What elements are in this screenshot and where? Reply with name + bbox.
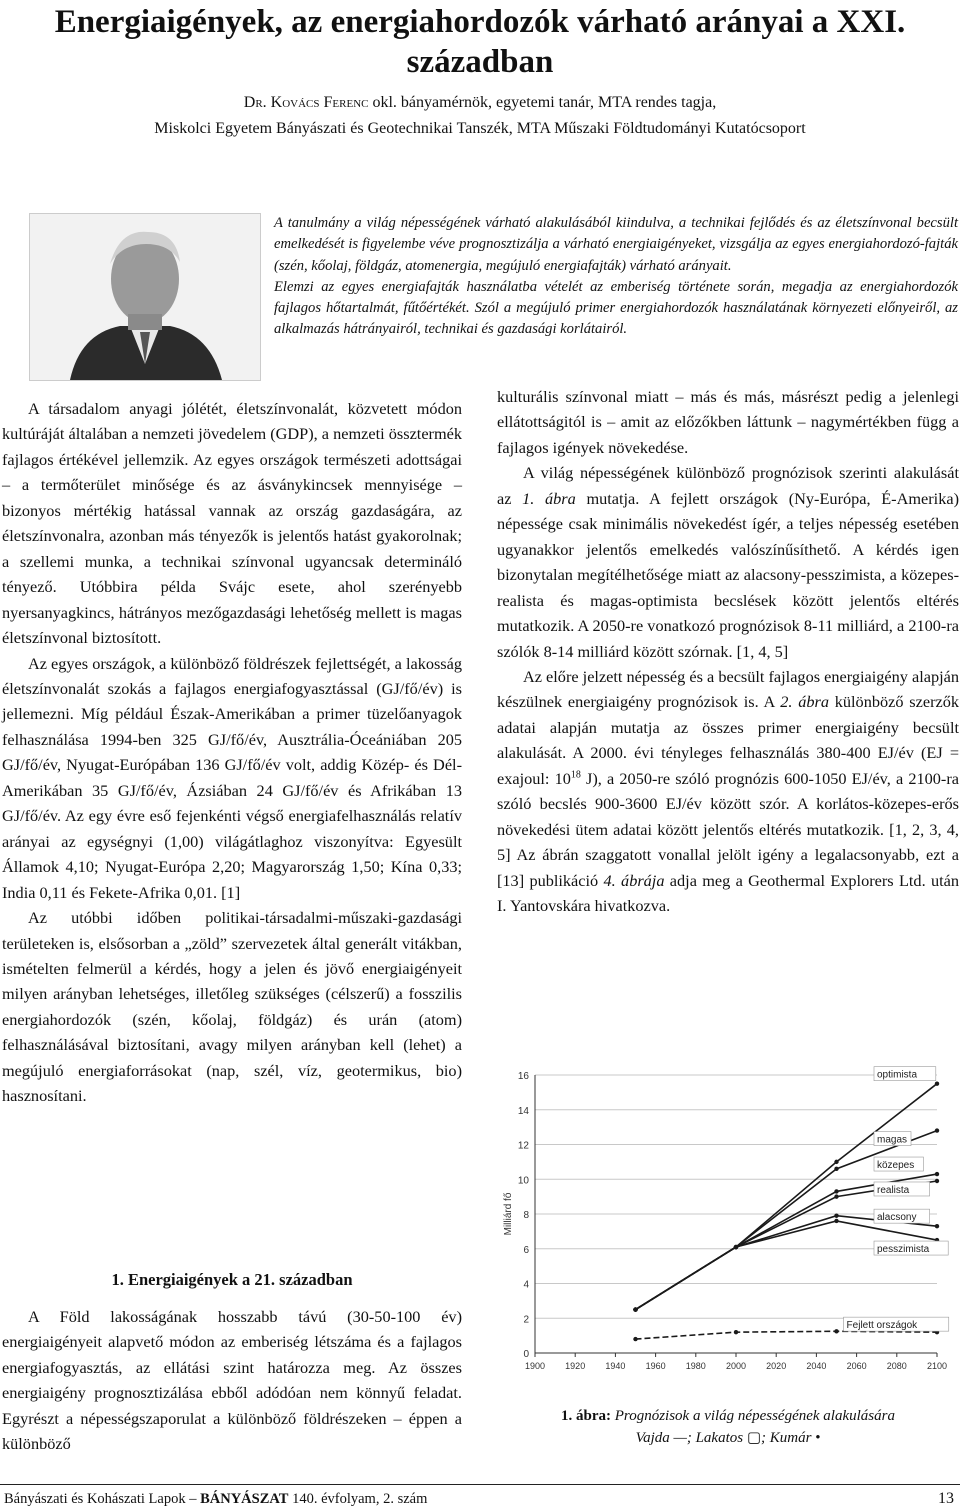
data-point [834, 1160, 838, 1164]
author-affiliation-2: Miskolci Egyetem Bányászati és Geotechnikai Tanszék, MTA Műszaki Földtudományi Kutatócsoport [154, 120, 806, 137]
series-label: optimista [877, 1069, 918, 1081]
data-point [834, 1189, 838, 1193]
series-label: Fejlett országok [846, 1320, 918, 1332]
x-tick-label: 2060 [846, 1361, 867, 1371]
series-line [636, 1084, 938, 1310]
x-tick-label: 2040 [806, 1361, 827, 1371]
figure-reference: 2. ábra [780, 692, 829, 712]
right-column [497, 384, 959, 919]
y-tick-label: 14 [517, 1105, 529, 1117]
series-label: alacsony [877, 1212, 917, 1224]
footer-journal-name: BÁNYÁSZAT [200, 1491, 289, 1507]
x-tick-label: 2020 [766, 1361, 787, 1371]
body-paragraph: A Föld lakosságának hosszabb távú (30-50-100 év) energiaigényeit alapvető módon az emberiség létszáma és a fajlagos energiafogyasztás, az ellátási szint határozza meg. Az összes energiaigény prognosztizálása ebből adódóan nem könnyű feladat. Egyrészt a népességszaporulat a különböző földrészeken – éppen a különböző [2, 1307, 462, 1454]
y-tick-label: 4 [523, 1279, 529, 1291]
y-tick-label: 2 [523, 1314, 529, 1326]
caption-label: 1. ábra: [561, 1408, 611, 1424]
data-point [935, 1172, 939, 1176]
figure-reference: 4. ábrája [603, 870, 665, 890]
text-run: különböző szerzők adatai alapján mutatja az összes primer energiaigény becsült alakulását. A 2000. évi tényleges felhasználás 380-400 EJ/év (EJ = exajoul: 10 [497, 692, 959, 788]
y-tick-label: 16 [517, 1071, 529, 1082]
author-photo [29, 213, 261, 381]
series-label: realista [877, 1184, 910, 1196]
y-tick-label: 12 [517, 1140, 529, 1152]
data-point [935, 1179, 939, 1183]
x-tick-label: 1960 [645, 1361, 666, 1371]
abstract-paragraph: Elemzi az egyes energiafajták használatba vételét az emberiség története során, megadja az energiahordozók fajlagos hőtartalmát, fűtőértékét. Szól a megújuló primer energiahordozók használatának környezeti előnyeiről, az alkalmazás hátrányairól, technikai és gazdasági korlátairól. [274, 278, 958, 338]
data-point [935, 1224, 939, 1228]
data-point [834, 1329, 838, 1333]
body-paragraph: A társadalom anyagi jólétét, életszínvonalát, közvetett módon kultúráját általában a nemzeti jövedelem (GDP), a nemzeti össztermék fajlagos értékével jellemzik. Az egyes országok természeti adottságai – a termőterület minősége és az ásványkincsek mennyisége – bizonyos mértékig hatással vannak az ország gazdaságára, az életszínvonalra, azonban más tényezők is jelentős hatást gyakorolnak; a szellemi munka, a technikai színvonal ugyancsak determináló tényező. Utóbbira példa Svájc esete, ahol szerényebb nyersanyagkincs, hátrányos mezőgazdasági lehetőség mellett is magas életszínvonal biztosított. [2, 399, 462, 648]
data-point [935, 1128, 939, 1132]
data-point [834, 1219, 838, 1223]
text-run: J), a 2050-re szóló prognózis 600-1050 EJ/év, a 2100-ra szóló becslés 900-3600 EJ/év között szór. A korlátos-közepes-erős növekedési ütem adatai között jelentős eltérés mutatkozik. [1, 2, 3, 4, 5] Az ábrán szaggatott vonallal jelölt igény a legalacsonyabb, ezt a [13] publikáció [497, 768, 959, 890]
author-block [30, 90, 930, 142]
abstract [274, 213, 958, 341]
x-tick-label: 1900 [524, 1361, 546, 1371]
data-point [633, 1307, 637, 1311]
footer-rule [0, 1484, 960, 1485]
body-paragraph: kulturális színvonal miatt – más és más, másrészt pedig a jelenlegi ellátottságitól is – amit az előzőkben láttunk – nagymértékben függ a fajlagos igények növekedése. [497, 387, 959, 457]
x-tick-label: 2080 [886, 1361, 907, 1371]
body-paragraph [497, 460, 959, 664]
author-name: Dr. Kovács Ferenc [243, 94, 369, 111]
article-title: Energiaigények, az energiahordozók várható arányai a XXI. században [54, 4, 906, 80]
data-point [834, 1167, 838, 1171]
figure-caption [497, 1405, 959, 1449]
data-point [633, 1337, 637, 1341]
data-point [734, 1245, 738, 1249]
x-tick-label: 1940 [605, 1361, 626, 1371]
series-label: pesszimista [877, 1244, 930, 1256]
data-point [834, 1194, 838, 1198]
series-label: magas [877, 1134, 908, 1146]
y-tick-label: 6 [523, 1244, 529, 1256]
footer-journal [4, 1489, 427, 1509]
caption-text: Prognózisok a világ népességének alakulására [611, 1408, 895, 1424]
footer-text: Bányászati és Kohászati Lapok – [4, 1491, 201, 1507]
footer-issue: 140. évfolyam, 2. szám [288, 1491, 428, 1507]
x-tick-label: 1920 [565, 1361, 586, 1371]
population-chart [497, 1065, 953, 1387]
superscript: 18 [570, 769, 581, 781]
x-tick-label: 1980 [685, 1361, 706, 1371]
body-paragraph: Az egyes országok, a különböző földrészek fejlettségét, a lakosság életszínvonalát szokás a fajlagos energiafogyasztással (GJ/fő/év) is jellemezni. Míg például Észak-Amerikában a primer tüzelőanyagok felhasználása 1994-ben 325 GJ/fő/év, Ausztrália-Óceániában 205 GJ/fő/év, Nyugat-Európában 136 GJ/fő/év volt, addig Közép- és Dél-Amerikában 35 GJ/fő/év, Ázsiában 24 GJ/fő/év és Afrikában 13 GJ/fő/év. Az egy évre eső fejenkénti végső energiafelhasználás relatív arányai az egységnyi (1,00) világátlaghoz viszonyítva: Egyesült Államok 4,10; Nyugat-Európa 2,20; Magyarország 1,50; Kína 0,33; India 0,11 és Fekete-Afrika 0,01. [1] [2, 653, 463, 902]
body-paragraph [497, 664, 959, 919]
y-tick-label: 8 [523, 1210, 529, 1221]
data-point [734, 1330, 738, 1334]
series-label: közepes [877, 1160, 915, 1172]
data-point [935, 1081, 939, 1085]
y-axis-label: Milliárd fő [503, 1192, 514, 1236]
series-line [636, 1221, 938, 1310]
series-line [636, 1216, 938, 1310]
text-run: Az előre jelzett népesség és a becsült fajlagos energiaigény alapján készülnek energiaigény prognózisok is. A [497, 666, 959, 712]
page-number: 13 [938, 1490, 954, 1507]
data-point [834, 1214, 838, 1218]
body-paragraph: Az utóbbi időben politikai-társadalmi-műszaki-gazdasági területeken is, elsősorban a „zöld” szervezetek által generált vitákban, ismételten felmerül a kérdés, hogy a jelen és jövő energiaigényeit milyen arányban lehetséges, illetőleg szükséges (célszerű) a fosszilis energiahordozók (szén, kőolaj, földgáz) és urán (atom) felhasználásával biztosítani, avagy milyen arányban kell (lehet) a megújuló energiaforrásokat (nap, szél, víz, geotermikus, bio) hasznosítani. [2, 908, 462, 1106]
text-run: adja meg a Geothermal Explorers Ltd. után I. Yantovskára hivatkozva. [497, 870, 959, 916]
text-run: A világ népességének különböző prognózisok szerinti alakulását az [497, 463, 959, 508]
x-tick-label: 2000 [725, 1361, 747, 1371]
figure-reference: 1. ábra [522, 488, 576, 508]
y-tick-label: 10 [517, 1175, 529, 1187]
y-tick-label: 0 [523, 1349, 529, 1360]
text-run: mutatja. A fejlett országok (Ny-Európa, É-Amerika) népessége csak minimális növekedést ígér, a teljes népesség esetében ugyanakkor jelentős emelkedés valószínűsíthető. A kérdés igen bizonytalan megítélhetősége miatt az alacsony-pesszimista, a közepes-realista és magas-optimista becslések között jelentős eltérés mutatkozik. A 2050-re vonatkozó prognózisok 8-11 milliárd, a 2100-ra szólók 8-14 milliárd között szórnak. [1, 4, 5] [497, 488, 959, 661]
left-column [2, 396, 462, 1109]
series-line [636, 1331, 938, 1339]
chart-svg [497, 1065, 953, 1387]
caption-legend: Vajda —; Lakatos ▢; Kumár • [635, 1430, 821, 1446]
left-column-continued [2, 1304, 462, 1457]
author-affiliation-1: okl. bányamérnök, egyetemi tanár, MTA rendes tagja, [368, 94, 717, 111]
x-tick-label: 2100 [926, 1361, 948, 1371]
section-heading: 1. Energiaigények a 21. században [111, 1270, 353, 1289]
portrait-image [30, 214, 260, 380]
abstract-paragraph: A tanulmány a világ népességének várható alakulásából kiindulva, a technikai fejlődés és az életszínvonal becsült emelkedését is figyelembe véve prognosztizálja a várható energiaigényeket, vizsgálja az egyes energiahordozó-fajták (szén, kőolaj, földgáz, atomenergia, megújuló energiafajták) várható arányait. [274, 215, 958, 274]
